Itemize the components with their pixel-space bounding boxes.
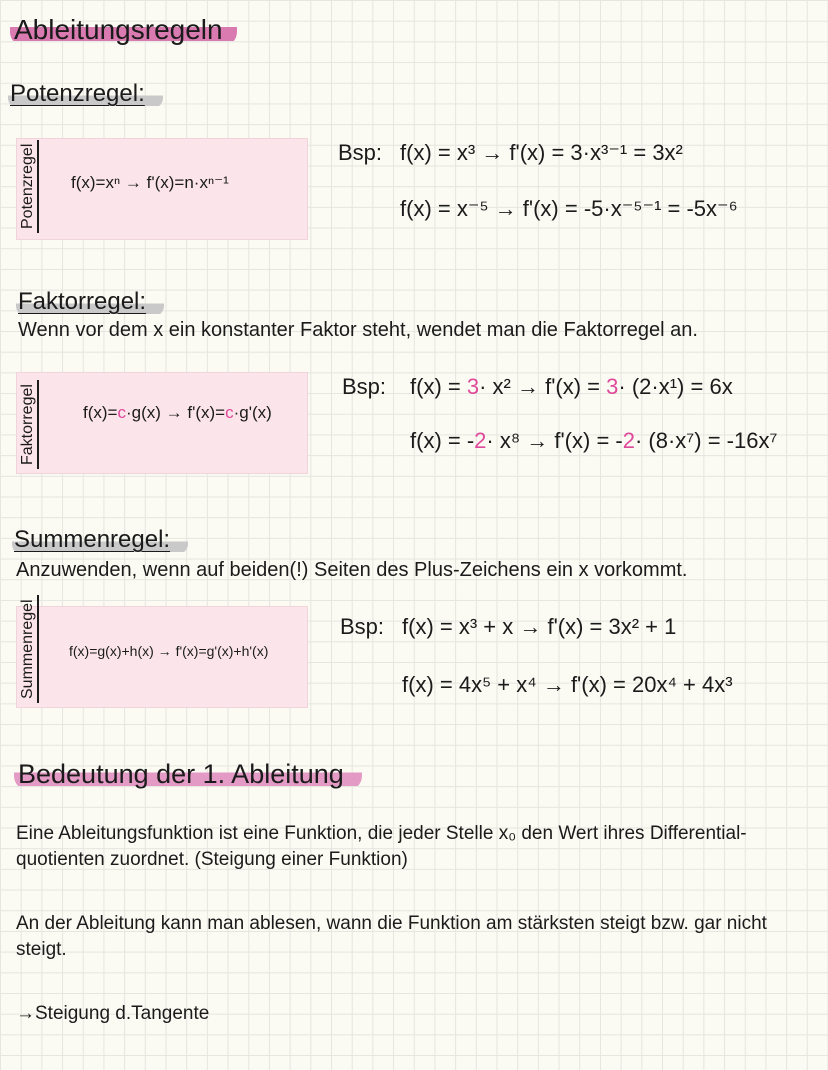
bedeutung-paragraph-1-line-2: quotienten zuordnet. (Steigung einer Funktion) [16, 849, 408, 870]
bedeutung-paragraph-1-line-1: Eine Ableitungsfunktion ist eine Funktion, die jeder Stelle x₀ den Wert ihres Differential- [16, 823, 747, 844]
faktorregel-example-1 [410, 374, 733, 400]
faktorregel-formula-part: ·g'(x) [233, 403, 272, 422]
summenregel-example-prefix: Bsp: [340, 614, 385, 639]
example-part: · x² → f'(x) = [479, 374, 601, 399]
faktorregel-example-prefix: Bsp: [342, 374, 387, 399]
faktorregel-formula-part: f(x)= [83, 403, 118, 422]
summenregel-example-2: f(x) = 4x⁵ + x⁴ → f'(x) = 20x⁴ + 4x³ [402, 672, 733, 697]
tangent-note: →Steigung d.Tangente [16, 1003, 210, 1024]
example-part: f(x) = - [410, 428, 475, 453]
potenzregel-example-2: f(x) = x⁻⁵ → f'(x) = -5·x⁻⁵⁻¹ = -5x⁻⁶ [400, 196, 738, 221]
faktorregel-box [16, 372, 308, 474]
potenzregel-example-prefix: Bsp: [338, 140, 383, 165]
faktorregel-formula [83, 403, 272, 423]
constant-factor: c [117, 403, 126, 422]
faktorregel-intro: Wenn vor dem x ein konstanter Faktor steht, wendet man die Faktorregel an. [18, 319, 698, 341]
potenzregel-side-label: Potenzregel [19, 140, 39, 233]
faktorregel-example-2 [410, 428, 777, 454]
bedeutung-paragraph-2-line-1: An der Ableitung kann man ablesen, wann die Funktion am stärksten steigt bzw. gar nicht [16, 913, 767, 934]
constant-factor: 3 [606, 374, 619, 399]
summenregel-heading: Summenregel: [12, 526, 188, 554]
summenregel-formula: f(x)=g(x)+h(x) → f'(x)=g'(x)+h'(x) [69, 643, 269, 659]
summenregel-intro: Anzuwenden, wenn auf beiden(!) Seiten des Plus-Zeichens ein x vorkommt. [16, 559, 688, 581]
example-part: · x⁸ → f'(x) = - [486, 428, 623, 453]
page-title: Ableitungsregeln [10, 14, 237, 46]
faktorregel-formula-part: ·g(x) → f'(x)= [125, 403, 226, 422]
constant-factor: 3 [466, 374, 480, 399]
example-part: · (2·x¹) = 6x [618, 374, 733, 399]
faktorregel-side-label: Faktorregel [19, 380, 39, 469]
potenzregel-heading: Potenzregel: [8, 80, 163, 108]
summenregel-example-1: f(x) = x³ + x → f'(x) = 3x² + 1 [402, 614, 677, 639]
constant-factor: 2 [622, 428, 635, 453]
bedeutung-paragraph-2-line-2: steigt. [16, 939, 67, 960]
potenzregel-formula: f(x)=xⁿ → f'(x)=n·xⁿ⁻¹ [71, 173, 229, 192]
summenregel-box [16, 599, 308, 708]
example-part: f(x) = [410, 374, 461, 399]
example-part: · (8·x⁷) = -16x⁷ [634, 428, 778, 453]
constant-factor: 2 [474, 428, 487, 453]
potenzregel-example-1: f(x) = x³ → f'(x) = 3·x³⁻¹ = 3x² [400, 140, 683, 165]
constant-factor: c [225, 403, 234, 422]
bedeutung-heading: Bedeutung der 1. Ableitung [14, 758, 362, 790]
summenregel-side-label: Summenregel [19, 595, 39, 703]
faktorregel-heading: Faktorregel: [16, 288, 164, 316]
potenzregel-box [16, 138, 308, 240]
